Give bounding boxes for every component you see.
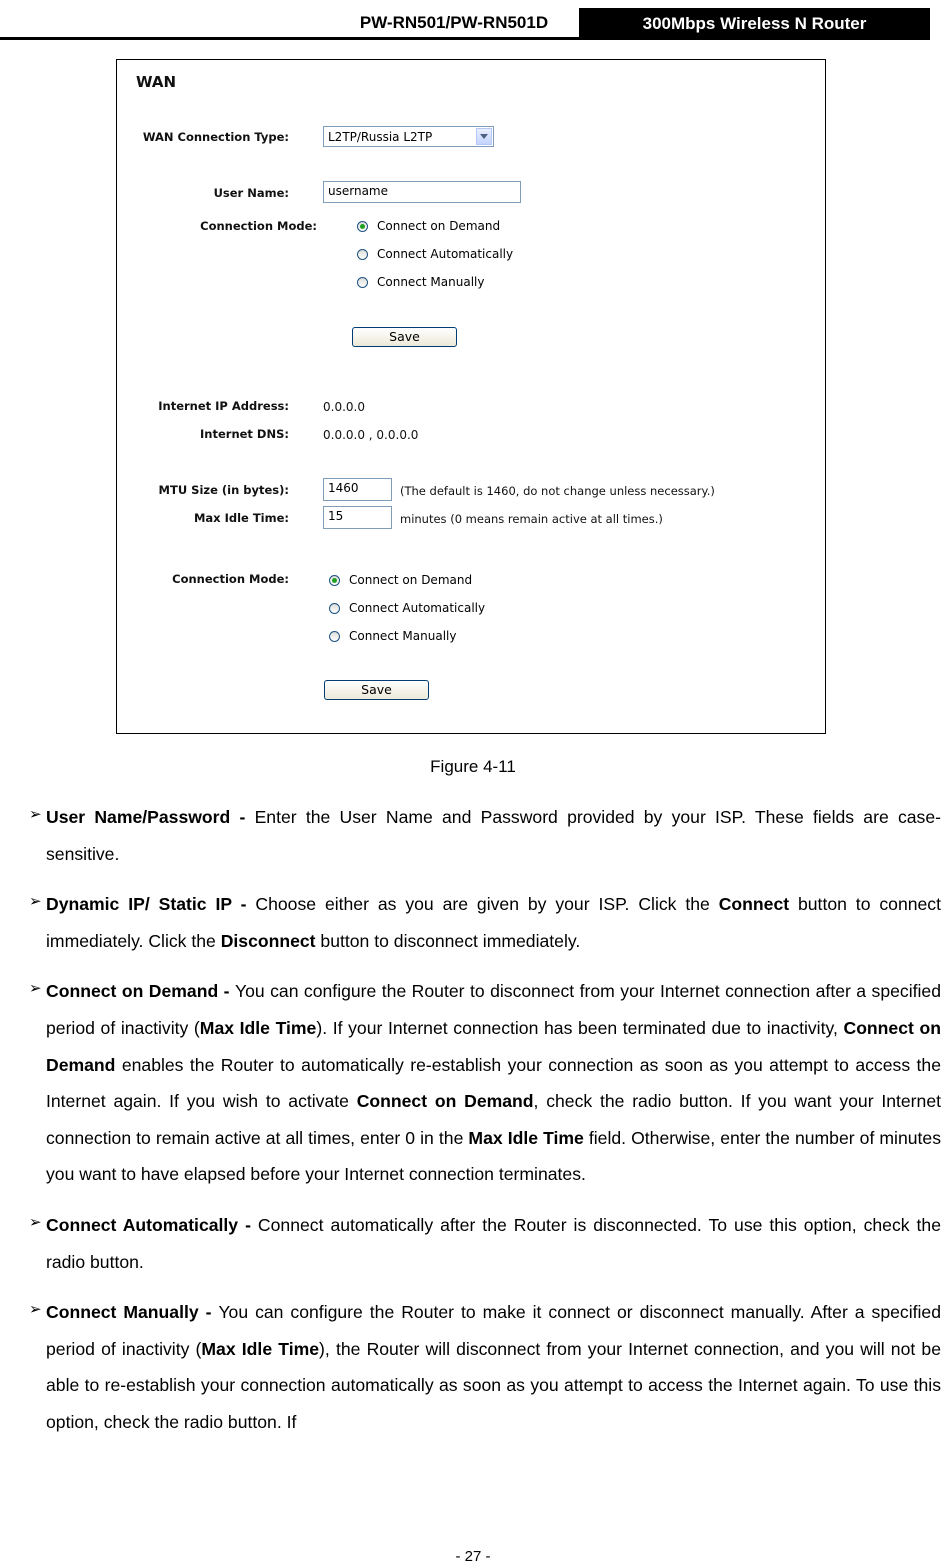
wan-connection-type-value: L2TP/Russia L2TP <box>328 130 433 144</box>
arrow-bullet-icon: ➢ <box>29 980 42 998</box>
bold-term: Disconnect <box>220 930 316 951</box>
text-run: ). If your Internet connection has been terminated due to inactivity, <box>316 1017 844 1038</box>
text-run: You can configure the Router to make it connect or disconnect manually. After a specified period of inactivity ( <box>46 1302 941 1359</box>
max-idle-time-hint: minutes (0 means remain active at all times.) <box>400 512 663 526</box>
radio-selected-icon[interactable] <box>357 221 368 232</box>
mtu-size-hint: (The default is 1460, do not change unless necessary.) <box>400 484 715 498</box>
header-model-names: PW-RN501/PW-RN501D <box>359 13 549 32</box>
bold-term: Max Idle Time <box>201 1338 320 1359</box>
radio-label: Connect Manually <box>349 629 457 643</box>
bullet-item <box>0 886 946 959</box>
bold-term: Connect Manually - <box>46 1302 219 1323</box>
max-idle-time-label: Max Idle Time: <box>193 511 289 525</box>
radio-empty-icon[interactable] <box>357 249 368 260</box>
figure-caption: Figure 4-11 <box>430 757 516 776</box>
arrow-bullet-icon: ➢ <box>29 1301 42 1319</box>
radio-label: Connect on Demand <box>377 219 501 233</box>
connection-mode-label-1: Connection Mode: <box>200 219 317 233</box>
bold-term: User Name/Password - <box>46 807 255 827</box>
bullet-item <box>0 1294 946 1440</box>
bold-term: Connect on Demand <box>356 1091 534 1112</box>
bullet-item <box>0 799 946 872</box>
text-run: Connect automatically after the Router is disconnected. To use this option, check the radio button. <box>46 1214 941 1272</box>
bullet-text <box>46 1294 941 1440</box>
save-button-1[interactable]: Save <box>352 327 457 347</box>
mtu-size-input[interactable]: 1460 <box>323 478 392 501</box>
arrow-bullet-icon: ➢ <box>29 1213 42 1231</box>
wan-title: WAN <box>136 73 177 91</box>
radio-label: Connect Automatically <box>377 247 514 261</box>
connection-mode-label-2: Connection Mode: <box>172 572 289 586</box>
radio-label: Connect Automatically <box>349 601 486 615</box>
bold-term: Max Idle Time <box>468 1127 584 1148</box>
radio-empty-icon[interactable] <box>329 603 340 614</box>
chevron-down-icon[interactable] <box>476 128 492 145</box>
radio-label: Connect on Demand <box>349 573 473 587</box>
bold-term: Connect <box>718 894 790 915</box>
arrow-bullet-icon: ➢ <box>29 806 42 823</box>
bullet-item <box>0 1207 946 1280</box>
arrow-bullet-icon: ➢ <box>29 893 42 911</box>
text-run: ), the Router will disconnect from your Internet connection, and you will not be able to re-establish your connection automatically as soon as you attempt to access the Internet again. To use this option, check the radio button. If <box>46 1338 941 1432</box>
bullet-text <box>46 973 941 1193</box>
radio-label: Connect Manually <box>377 275 485 289</box>
text-run: You can configure the Router to disconnect from your Internet connection after a specified period of inactivity ( <box>46 981 941 1038</box>
bold-term: Max Idle Time <box>199 1017 317 1038</box>
max-idle-time-input[interactable]: 15 <box>323 506 392 529</box>
radio-empty-icon[interactable] <box>357 277 368 288</box>
text-run: field. Otherwise, enter the number of minutes you want to have elapsed before your Internet connection terminates. <box>46 1127 941 1185</box>
mtu-size-label: MTU Size (in bytes): <box>158 483 289 497</box>
username-input[interactable]: username <box>323 181 521 203</box>
bold-term: Dynamic IP/ Static IP - <box>46 894 256 915</box>
internet-ip-label: Internet IP Address: <box>158 399 289 413</box>
internet-dns-label: Internet DNS: <box>200 427 289 441</box>
bold-term: Connect on Demand <box>46 1017 941 1075</box>
header-rule <box>0 37 930 40</box>
bullet-list <box>0 799 946 1455</box>
text-run: button to connect immediately. Click the <box>46 894 941 951</box>
text-run: enables the Router to automatically re-establish your connection as soon as you attempt to access the Internet again. If you wish to activate <box>46 1054 941 1112</box>
save-button-2[interactable]: Save <box>324 680 429 700</box>
bullet-item <box>0 973 946 1193</box>
bold-term: Connect on Demand - <box>46 981 235 1002</box>
internet-ip-value: 0.0.0.0 <box>323 400 365 414</box>
text-run: , check the radio button. If you want your Internet connection to remain active at all times, enter 0 in the <box>46 1091 941 1148</box>
bullet-text <box>46 1207 941 1280</box>
page-number: - 27 - <box>455 1548 491 1565</box>
bullet-text <box>46 799 941 872</box>
text-run: button to disconnect immediately. <box>315 930 581 951</box>
wan-connection-type-select[interactable] <box>323 126 494 147</box>
text-run: Enter the User Name and Password provided by your ISP. These fields are case-sensitive. <box>46 807 941 864</box>
bullet-text <box>46 886 941 959</box>
bold-term: Connect Automatically - <box>46 1214 258 1235</box>
internet-dns-value: 0.0.0.0 , 0.0.0.0 <box>323 428 419 442</box>
wan-connection-type-label: WAN Connection Type: <box>142 130 289 144</box>
header-product-tag: 300Mbps Wireless N Router <box>579 8 930 38</box>
wan-settings-figure <box>116 59 826 734</box>
radio-empty-icon[interactable] <box>329 631 340 642</box>
username-label: User Name: <box>213 186 289 200</box>
radio-selected-icon[interactable] <box>329 575 340 586</box>
text-run: Choose either as you are given by your ISP. Click the <box>255 894 719 915</box>
